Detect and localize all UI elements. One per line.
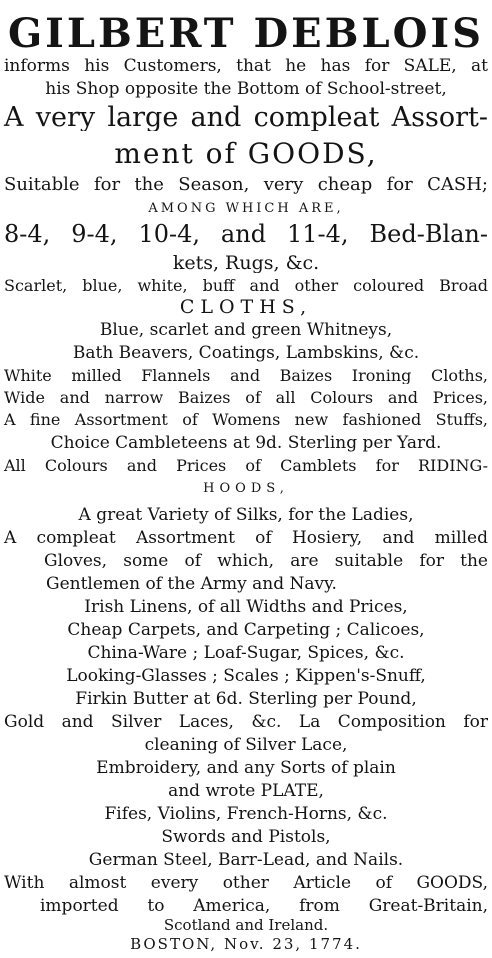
ad-line: Blue, scarlet and green Whitneys, [99,322,393,339]
ad-line: Swords and Pistols, [161,829,331,846]
ad-line: AMONG WHICH ARE, [148,202,344,215]
ad-line: Looking-Glasses ; Scales ; Kippen's-Snuff, [66,668,426,685]
ad-line: China-Ware ; Loaf-Sugar, Spices, &c. [87,645,405,662]
ad-line: 8-4, 9-4, 10-4, and 11-4, Bed-Blan- [4,222,488,246]
ad-line: Cheap Carpets, and Carpeting ; Calicoes, [67,622,425,639]
ad-line: A great Variety of Silks, for the Ladies, [78,507,414,524]
ad-line: Firkin Butter at 6d. Sterling per Pound, [75,691,417,708]
ad-line: A compleat Assortment of Hosiery, and milled [4,530,488,547]
ad-line: Bath Beavers, Coatings, Lambskins, &c. [72,345,420,362]
ad-line: Fifes, Violins, French-Horns, &c. [104,806,388,823]
ad-line: ment of GOODS, [114,140,378,168]
ad-line: Embroidery, and any Sorts of plain [96,760,396,777]
ad-line: cleaning of Silver Lace, [144,737,348,754]
ad-line: Scotland and Ireland. [163,918,329,933]
ad-line: CLOTHS, [179,298,313,317]
ad-line: kets, Rugs, &c. [172,254,320,273]
ad-line: Gentlemen of the Army and Navy. [46,576,337,593]
ad-line: German Steel, Barr-Lead, and Nails. [88,852,404,869]
ad-line: A fine Assortment of Womens new fashioned Stuffs, [4,412,488,428]
ad-line: With almost every other Article of GOODS, [4,875,488,892]
ad-line: imported to America, from Great-Britain, [40,898,488,915]
ad-line: All Colours and Prices of Camblets for RIDING- [4,458,488,474]
ad-line: Choice Cambleteens at 9d. Sterling per Yard. [50,435,442,452]
ad-line: Suitable for the Season, very cheap for CASH; [4,176,488,194]
ad-line: informs his Customers, that he has for SALE, at [4,58,488,75]
ad-dateline: BOSTON, Nov. 23, 1774. [130,937,362,952]
ad-line: his Shop opposite the Bottom of School-street, [45,81,447,98]
ad-line: and wrote PLATE, [168,783,324,800]
ad-line: Irish Linens, of all Widths and Prices, [84,599,408,616]
ad-line: A very large and compleat Assort- [4,104,488,131]
ad-line: White milled Flannels and Baizes Ironing Cloths, [4,368,488,384]
ad-line: Gold and Silver Laces, &c. La Composition for [4,714,488,731]
ad-line: HOODS, [203,482,289,495]
ad-line: Scarlet, blue, white, buff and other coloured Broad [4,278,488,294]
ad-line: Wide and narrow Baizes of all Colours and Prices, [4,390,488,406]
merchant-name: GILBERT DEBLOIS [7,14,485,54]
ad-line: Gloves, some of which, are suitable for the [44,553,488,570]
